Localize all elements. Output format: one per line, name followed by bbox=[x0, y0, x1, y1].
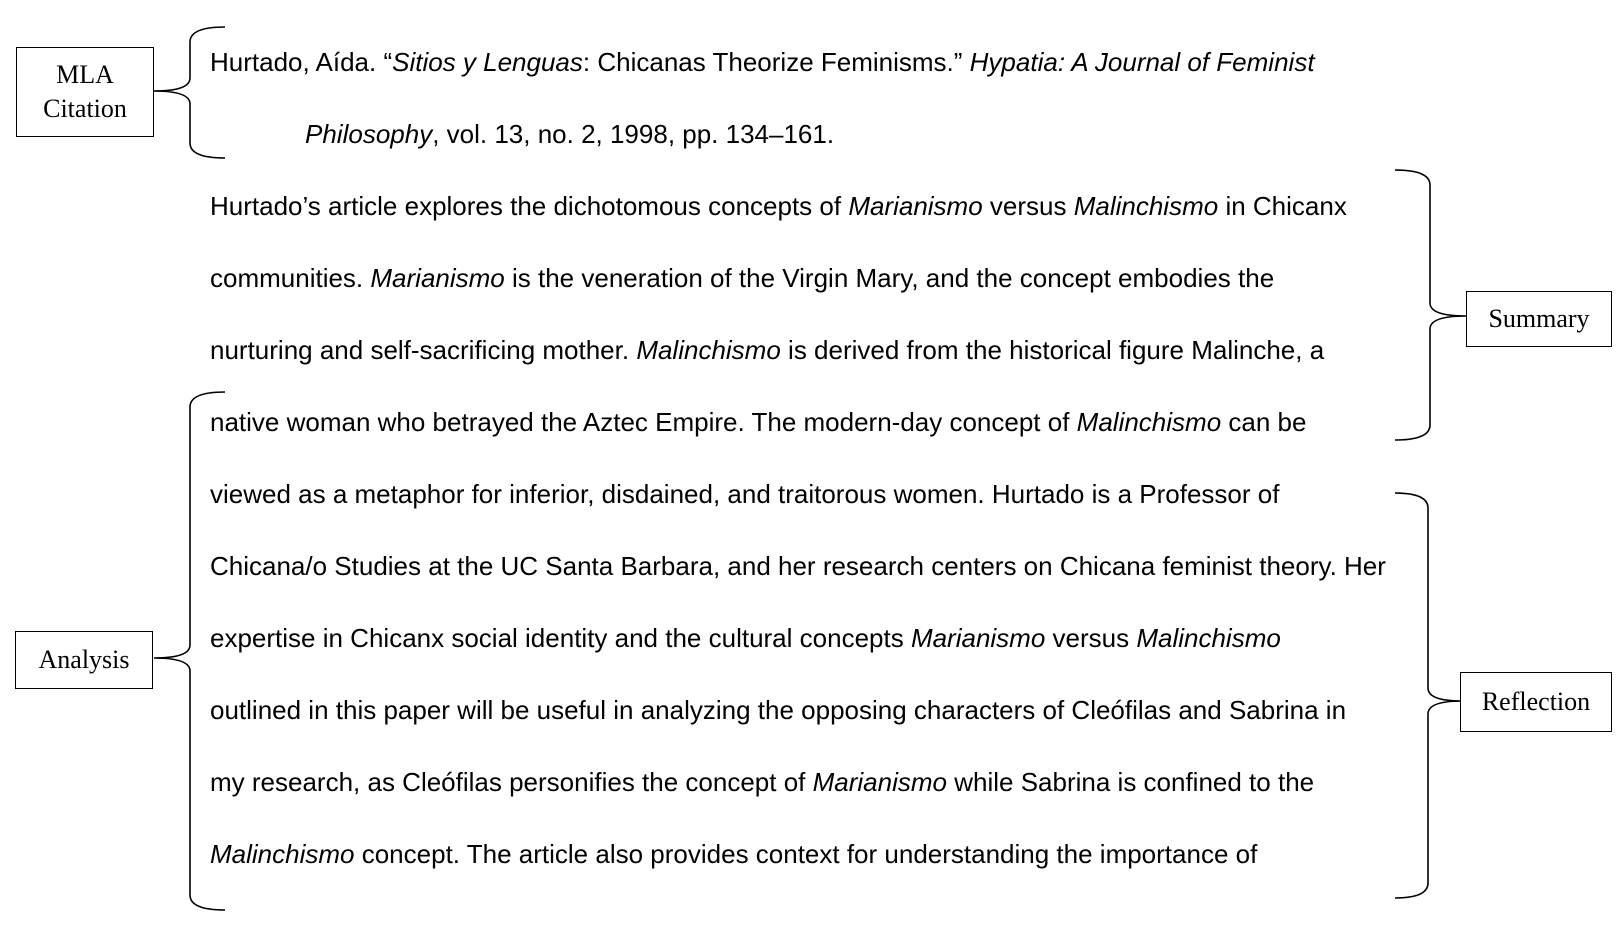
citation-line-1: Hurtado, Aída. “Sitios y Lenguas: Chicanas Theorize Feminisms.” Hypatia: A Journal of Feminist bbox=[210, 47, 1315, 77]
summary-label-text: Summary bbox=[1488, 304, 1590, 333]
body-line-9: my research, as Cleófilas personifies the concept of Marianismo while Sabrina is confined to the bbox=[210, 767, 1315, 797]
body-line-5: viewed as a metaphor for inferior, disdained, and traitorous women. Hurtado is a Professor of bbox=[210, 479, 1280, 509]
body-line-2: communities. Marianismo is the veneration of the Virgin Mary, and the concept embodies the bbox=[210, 263, 1275, 293]
analysis-label bbox=[15, 631, 153, 689]
mla-label-line2: Citation bbox=[43, 94, 127, 123]
body-line-1: Hurtado’s article explores the dichotomous concepts of Marianismo versus Malinchismo in Chicanx bbox=[210, 191, 1347, 221]
mla-label-line1: MLA bbox=[56, 60, 114, 89]
body-line-7: expertise in Chicanx social identity and the cultural concepts Marianismo versus Malinchismo bbox=[210, 623, 1281, 653]
reflection-label-text: Reflection bbox=[1481, 687, 1591, 716]
summary-brace bbox=[1395, 170, 1466, 440]
body-line-4: native woman who betrayed the Aztec Empire. The modern-day concept of Malinchismo can be bbox=[210, 407, 1307, 437]
citation-line-2: Philosophy, vol. 13, no. 2, 1998, pp. 134–161. bbox=[305, 119, 835, 149]
body-line-8: outlined in this paper will be useful in analyzing the opposing characters of Cleófilas and Sabrina in bbox=[210, 695, 1347, 725]
analysis-label-text: Analysis bbox=[38, 645, 130, 674]
reflection-label bbox=[1460, 672, 1612, 732]
reflection-brace bbox=[1395, 493, 1462, 898]
mla-citation-label bbox=[16, 47, 154, 137]
summary-label bbox=[1466, 291, 1612, 347]
body-line-10: Malinchismo concept. The article also provides context for understanding the importance of bbox=[210, 839, 1258, 869]
body-line-6: Chicana/o Studies at the UC Santa Barbara, and her research centers on Chicana feminist theory. Her bbox=[210, 551, 1386, 581]
body-line-3: nurturing and self-sacrificing mother. Malinchismo is derived from the historical figure Malinche, a bbox=[210, 335, 1325, 365]
